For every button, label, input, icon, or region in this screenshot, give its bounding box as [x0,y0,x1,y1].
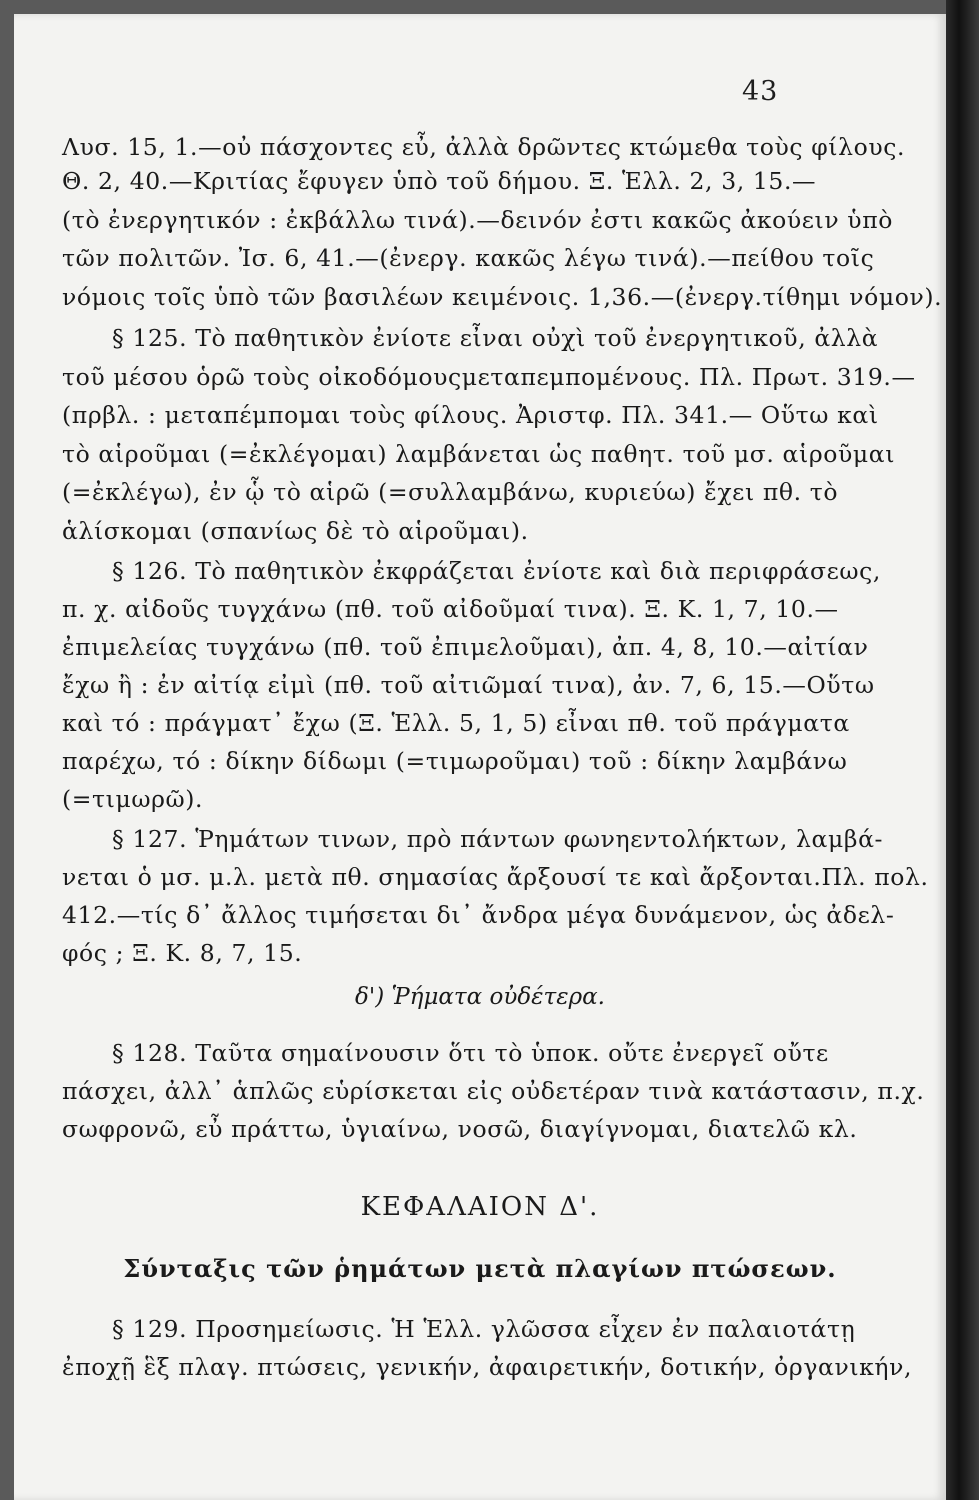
text-line: καὶ τό : πράγματ᾽ ἔχω (Ξ. Ἑλλ. 5, 1, 5) εἶναι πθ. τοῦ πράγματα [62,709,850,737]
text-line: νόμοις τοῖς ὑπὸ τῶν βασιλέων κειμένοις. 1,36.—(ἐνεργ.τίθημι νόμον). [62,283,943,311]
subsection-heading: δ') Ῥήματα οὐδέτερα. [355,984,605,1010]
paragraph-129-line: § 129. Προσημείωσις. Ἡ Ἑλλ. γλῶσσα εἶχεν ἐν παλαιοτάτῃ [112,1315,856,1343]
text-line: ἔχω ἢ : ἐν αἰτίᾳ εἰμὶ (πθ. τοῦ αἰτιῶμαί τινα), ἀν. 7, 6, 15.—Οὕτω [62,671,875,699]
text-line: (πρβλ. : μεταπέμπομαι τοὺς φίλους. Ἀριστφ. Πλ. 341.— Οὕτω καὶ [62,401,879,429]
text-line: ἐποχῇ ἓξ πλαγ. πτώσεις, γενικήν, ἀφαιρετικήν, δοτικήν, ὀργανικήν, [62,1353,913,1381]
text-line: σωφρονῶ, εὖ πράττω, ὑγιαίνω, νοσῶ, διαγίγνομαι, διατελῶ κλ. [62,1115,858,1143]
text-line: παρέχω, τό : δίκην δίδωμι (=τιμωροῦμαι) τοῦ : δίκην λαμβάνω [62,747,848,775]
text-line: Λυσ. 15, 1.—οὐ πάσχοντες εὖ, ἀλλὰ δρῶντες κτώμεθα τοὺς φίλους. [62,133,906,161]
text-line: τῶν πολιτῶν. Ἰσ. 6, 41.—(ἐνεργ. κακῶς λέγω τινά).—πείθου τοῖς [62,244,875,272]
text-line: ἁλίσκομαι (σπανίως δὲ τὸ αἱροῦμαι). [62,517,529,545]
text-line: (=τιμωρῶ). [62,785,204,813]
text-line: τοῦ μέσου ὁρῶ τοὺς οἰκοδόμουςμεταπεμπομένους. Πλ. Πρωτ. 319.— [62,363,916,391]
paragraph-127-line: § 127. Ῥημάτων τινων, πρὸ πάντων φωνηεντολήκτων, λαμβά- [112,825,884,853]
page-edge [946,0,979,1500]
text-line: πάσχει, ἀλλ᾽ ἁπλῶς εὑρίσκεται εἰς οὐδετέραν τινὰ κατάστασιν, π.χ. [62,1077,925,1105]
text-line: Θ. 2, 40.—Κριτίας ἔφυγεν ὑπὸ τοῦ δήμου. Ξ. Ἑλλ. 2, 3, 15.— [62,167,817,195]
text-line: π. χ. αἰδοῦς τυγχάνω (πθ. τοῦ αἰδοῦμαί τινα). Ξ. Κ. 1, 7, 10.— [62,595,839,623]
text-line: 412.—τίς δ᾽ ἄλλος τιμήσεται δι᾽ ἄνδρα μέγα δυνάμενον, ὡς ἀδελ- [62,901,895,929]
text-line: (=ἐκλέγω), ἐν ᾧ τὸ αἱρῶ (=συλλαμβάνω, κυριεύω) ἔχει πθ. τὸ [62,478,839,506]
paragraph-126-line: § 126. Τὸ παθητικὸν ἐκφράζεται ἐνίοτε καὶ διὰ περιφράσεως, [112,557,882,585]
page-number: 43 [742,76,779,107]
text-line: ἐπιμελείας τυγχάνω (πθ. τοῦ ἐπιμελοῦμαι), ἀπ. 4, 8, 10.—αἰτίαν [62,633,869,661]
book-page [14,14,946,1500]
text-line: νεται ὁ μσ. μ.λ. μετὰ πθ. σημασίας ἄρξουσί τε καὶ ἄρξονται.Πλ. πολ. [62,863,929,891]
text-line: τὸ αἱροῦμαι (=ἐκλέγομαι) λαμβάνεται ὡς παθητ. τοῦ μσ. αἱροῦμαι [62,440,896,468]
text-line: (τὸ ἐνεργητικόν : ἐκβάλλω τινά).—δεινόν ἐστι κακῶς ἀκούειν ὑπὸ [62,206,893,234]
text-line: φός ; Ξ. Κ. 8, 7, 15. [62,939,303,967]
chapter-title: ΚΕΦΑΛΑΙΟΝ Δ'. [360,1192,600,1222]
paragraph-125-line: § 125. Τὸ παθητικὸν ἐνίοτε εἶναι οὐχὶ τοῦ ἐνεργητικοῦ, ἀλλὰ [112,324,879,352]
chapter-heading: Σύνταξις τῶν ῥημάτων μετὰ πλαγίων πτώσεων. [123,1254,837,1283]
paragraph-128-line: § 128. Ταῦτα σημαίνουσιν ὅτι τὸ ὑποκ. οὔτε ἐνεργεῖ οὔτε [112,1039,829,1067]
